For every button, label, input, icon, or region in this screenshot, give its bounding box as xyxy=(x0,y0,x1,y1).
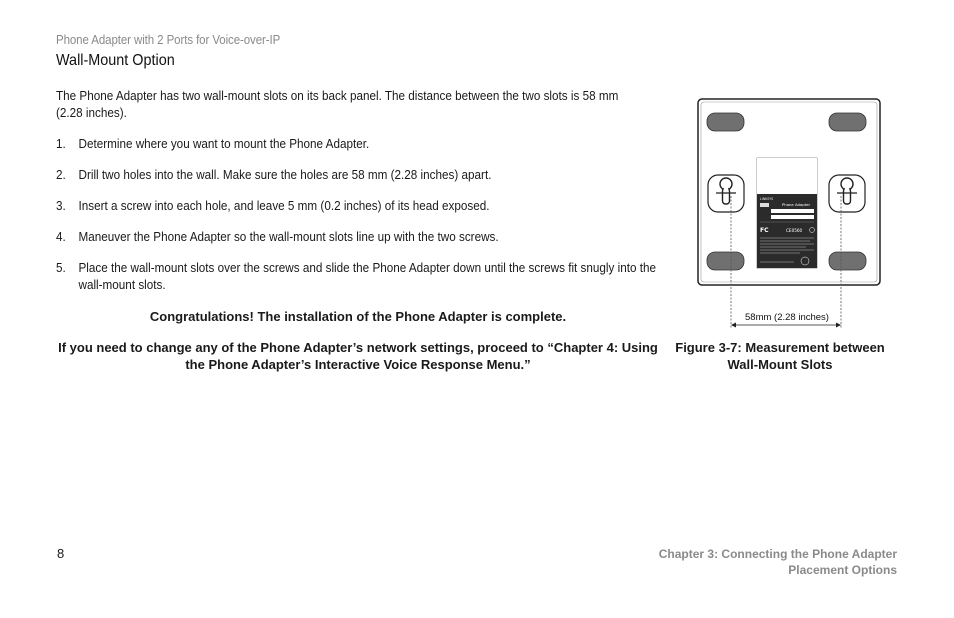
dimension-arrow-right xyxy=(836,323,841,328)
document-title: Phone Adapter with 2 Ports for Voice-over-IP xyxy=(56,33,281,47)
adapter-back-panel-illustration xyxy=(690,96,884,336)
intro-paragraph: The Phone Adapter has two wall-mount slots on its back panel. The distance between the two slots is 58 mm (2.28 inches). xyxy=(56,88,619,120)
list-item xyxy=(56,197,661,214)
step-text: Place the wall-mount slots over the screws and slide the Phone Adapter down until the screws fit snugly into the wall-mount slots. xyxy=(78,260,657,292)
step-number: 3. xyxy=(56,198,66,213)
step-text: Insert a screw into each hole, and leave 5 mm (0.2 inches) of its head exposed. xyxy=(78,198,490,213)
step-number: 1. xyxy=(56,136,66,151)
footer-chapter xyxy=(659,546,897,578)
list-item xyxy=(56,135,661,152)
step-text: Drill two holes into the wall. Make sure the holes are 58 mm (2.28 inches) apart. xyxy=(78,167,492,182)
rubber-foot xyxy=(707,113,744,131)
measurement-label: 58mm (2.28 inches) xyxy=(745,312,829,323)
dimension-arrow-left xyxy=(731,323,736,328)
list-item xyxy=(56,259,661,293)
step-number: 4. xyxy=(56,229,66,244)
figure-caption: Figure 3-7: Measurement between Wall-Mount Slots xyxy=(675,340,885,372)
wall-mount-figure xyxy=(690,96,884,336)
congrats-note: Congratulations! The installation of the Phone Adapter is complete. xyxy=(149,309,567,324)
product-label xyxy=(757,158,817,268)
footer-chapter-title: Chapter 3: Connecting the Phone Adapter xyxy=(658,547,897,561)
step-number: 5. xyxy=(56,260,66,275)
section-title: Wall-Mount Option xyxy=(56,52,175,69)
page-number: 8 xyxy=(57,546,65,561)
rubber-foot xyxy=(707,252,744,270)
rubber-foot xyxy=(829,252,866,270)
label-brand: LINKSYS xyxy=(760,197,774,201)
step-text: Determine where you want to mount the Phone Adapter. xyxy=(78,136,370,151)
list-item xyxy=(56,166,661,183)
step-text: Maneuver the Phone Adapter so the wall-mount slots line up with the two screws. xyxy=(78,229,499,244)
label-ce-mark: CE0560 xyxy=(786,228,803,233)
footer-subsection: Placement Options xyxy=(788,563,897,577)
label-product: Phone Adapter xyxy=(782,202,811,207)
rubber-foot xyxy=(829,113,866,131)
proceed-note: If you need to change any of the Phone Adapter’s network settings, proceed to “Chapter 4: Using the Phone Adapter’s Interactive Voice Response Menu.” xyxy=(58,340,658,372)
steps-list xyxy=(56,135,661,307)
list-item xyxy=(56,228,661,245)
svg-text:FC: FC xyxy=(760,227,769,234)
step-number: 2. xyxy=(56,167,66,182)
